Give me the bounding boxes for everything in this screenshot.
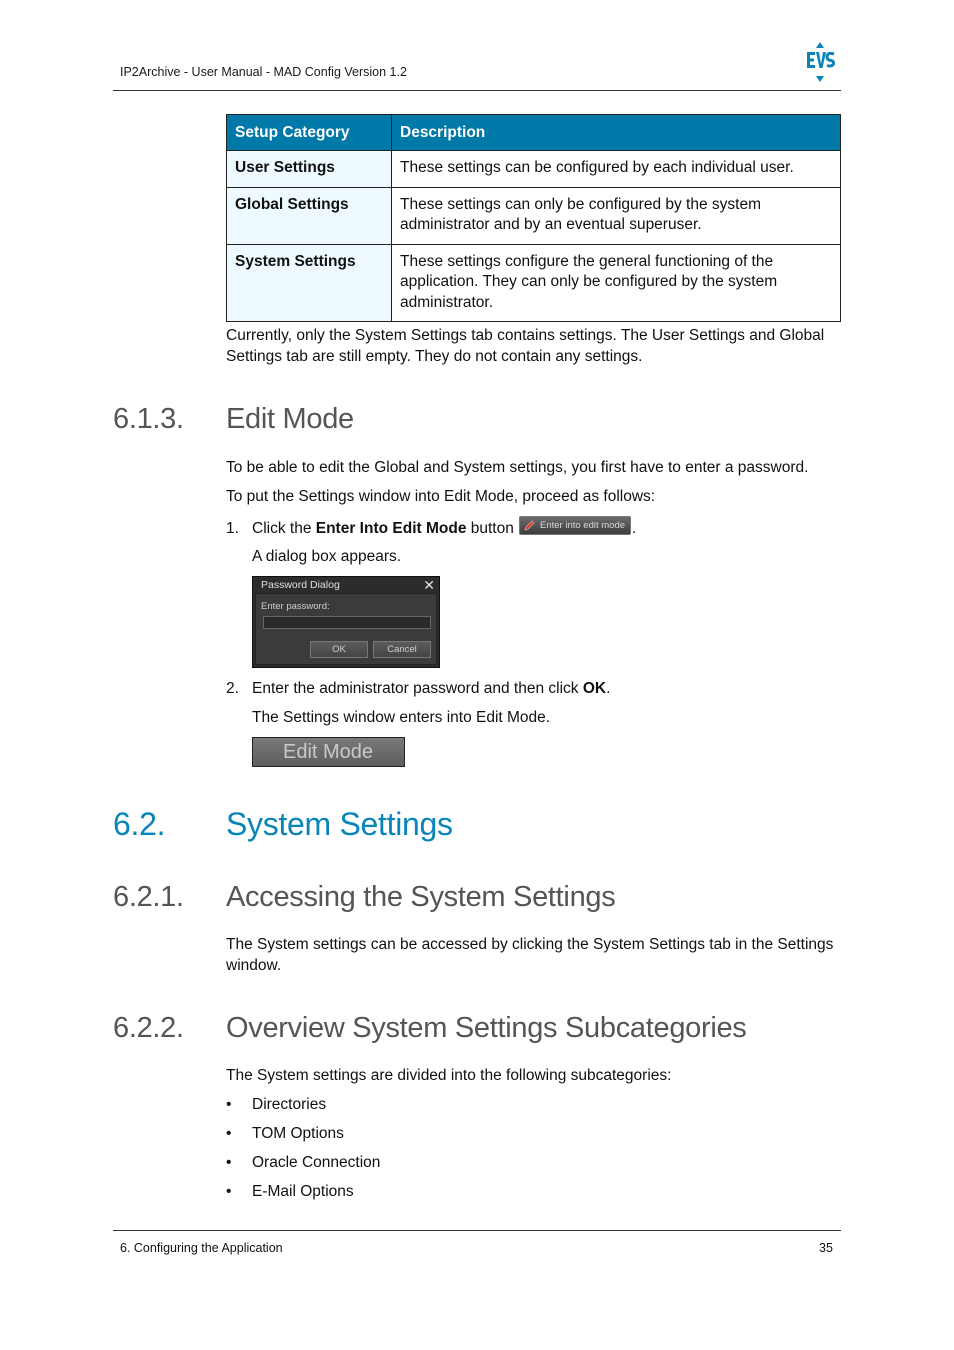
category-cell: User Settings <box>227 151 392 188</box>
page-number: 35 <box>819 1241 833 1255</box>
category-cell: System Settings <box>227 244 392 322</box>
description-cell: These settings configure the general functioning of the application. They can only be configured by the system administrator. <box>392 244 841 322</box>
password-field <box>263 616 431 629</box>
close-icon: ✕ <box>423 577 435 593</box>
list-item: Oracle Connection <box>252 1154 381 1171</box>
list-item: TOM Options <box>252 1125 344 1142</box>
footer-chapter: 6. Configuring the Application <box>120 1241 283 1255</box>
table-row <box>227 244 841 322</box>
section-number: 6.2. <box>113 806 166 842</box>
step-result: The Settings window enters into Edit Mode. <box>252 709 551 726</box>
enter-edit-mode-button-image <box>519 516 631 535</box>
step-text: . <box>606 680 611 697</box>
step-bold-text: OK <box>582 680 607 697</box>
list-item: Directories <box>252 1096 327 1113</box>
bullet-icon: • <box>226 1125 232 1142</box>
column-header-description: Description <box>392 115 841 151</box>
section-title: Edit Mode <box>226 403 354 435</box>
description-cell: These settings can be configured by each individual user. <box>392 151 841 188</box>
step-2-text <box>252 679 610 700</box>
category-cell: Global Settings <box>227 187 392 244</box>
password-label: Enter password: <box>261 601 330 612</box>
setup-category-table <box>226 114 841 322</box>
section-title: System Settings <box>226 806 453 842</box>
section-title: Overview System Settings Subcategories <box>226 1012 747 1044</box>
running-header: IP2Archive - User Manual - MAD Config Version 1.2 <box>120 65 407 79</box>
table-header-row <box>227 115 841 151</box>
bullet-icon: • <box>226 1096 232 1113</box>
ok-button: OK <box>310 641 368 658</box>
bullet-icon: • <box>226 1154 232 1171</box>
edit-mode-indicator-image: Edit Mode <box>252 737 405 767</box>
column-header-category: Setup Category <box>227 115 392 151</box>
paragraph: The System settings can be accessed by clicking the System Settings tab in the Settings window. <box>226 936 834 974</box>
section-number: 6.2.2. <box>113 1012 184 1044</box>
step-result: A dialog box appears. <box>252 548 402 565</box>
table-row <box>227 151 841 188</box>
step-number: 1. <box>226 520 239 537</box>
button-label: Enter into edit mode <box>540 520 626 531</box>
footer-rule <box>113 1230 841 1231</box>
step-text: Click the <box>252 520 316 537</box>
intro-paragraph: Currently, only the System Settings tab contains settings. The User Settings and Global Settings tab are still empty. They do not contain any settings. <box>226 327 825 365</box>
dialog-title: Password Dialog <box>261 579 340 591</box>
step-bold-text: Enter Into Edit Mode <box>315 520 467 537</box>
table-row <box>227 187 841 244</box>
cancel-button: Cancel <box>373 641 431 658</box>
section-title: Accessing the System Settings <box>226 881 616 913</box>
step-text: Enter the administrator password and then click <box>252 680 583 697</box>
paragraph: To put the Settings window into Edit Mode, proceed as follows: <box>226 488 656 505</box>
password-dialog-image <box>252 576 440 668</box>
step-number: 2. <box>226 680 239 697</box>
description-cell: These settings can only be configured by the system administrator and by an eventual superuser. <box>392 187 841 244</box>
pencil-icon <box>524 520 535 531</box>
bullet-icon: • <box>226 1183 232 1200</box>
list-item: E-Mail Options <box>252 1183 354 1200</box>
step-text: button <box>466 520 514 537</box>
step-1-text <box>252 519 514 540</box>
section-number: 6.1.3. <box>113 403 184 435</box>
header-rule <box>113 90 841 91</box>
paragraph: To be able to edit the Global and System settings, you first have to enter a password. <box>226 459 809 476</box>
step-end-punctuation: . <box>632 520 637 537</box>
section-number: 6.2.1. <box>113 881 184 913</box>
evs-logo-icon <box>800 42 840 82</box>
paragraph: The System settings are divided into the following subcategories: <box>226 1067 672 1084</box>
